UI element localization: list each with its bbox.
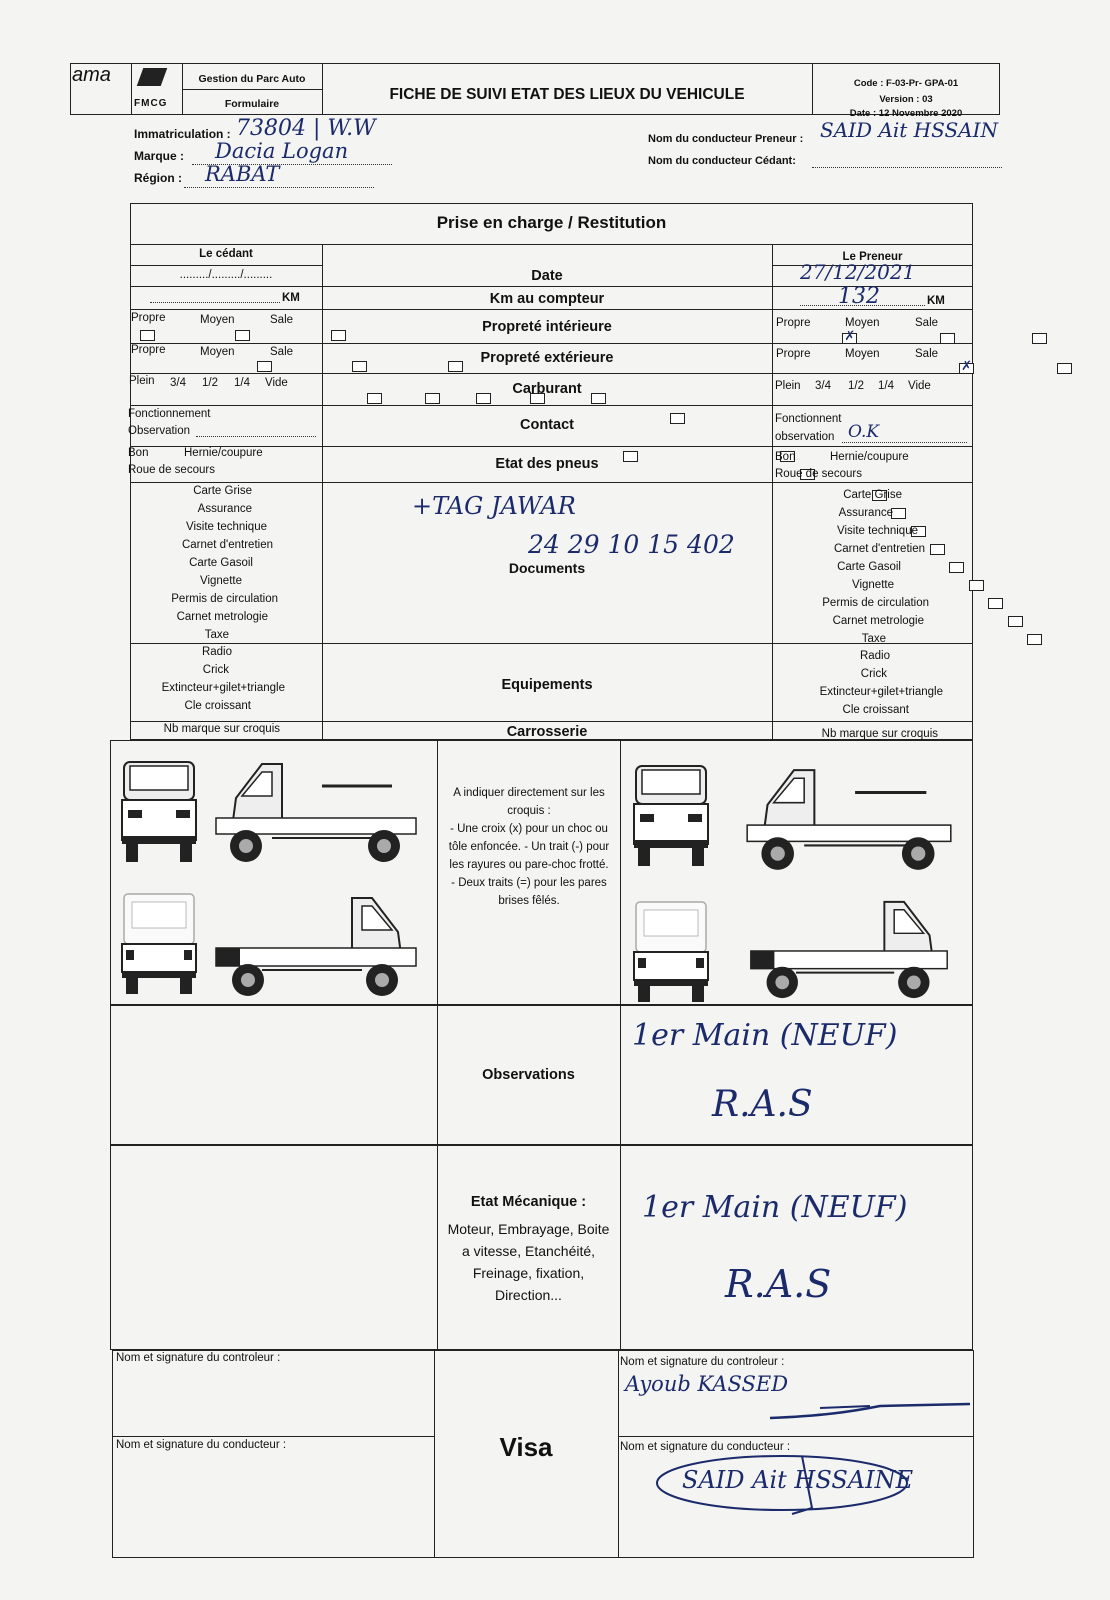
region-value: RABAT — [205, 162, 280, 186]
ced-doc-3-checkbox[interactable] — [930, 544, 945, 555]
preneur-date: 27/12/2021 — [800, 260, 916, 284]
ced-ext-propre-checkbox[interactable] — [257, 361, 272, 372]
ced-fuel-vide: Vide — [265, 377, 288, 389]
ced-int-moyen-checkbox[interactable] — [235, 330, 250, 341]
van-front-icon-2 — [630, 760, 712, 870]
pre-fuel-14: 1/4 — [878, 380, 894, 392]
ced-fuel-34: 3/4 — [170, 377, 186, 389]
ced-doc-metrologie: Carnet metrologie — [176, 611, 268, 623]
croquis-instructions: A indiquer directement sur les croquis : - Une croix (x) pour un choc ou tôle enfoncée. - Un trait (-) pour les rayures ou pare-choc frotté. - Deux traits (=) pour les pares brises fêlés. — [448, 787, 610, 907]
etat-meca-title: Etat Mécanique : — [470, 1194, 587, 1210]
observations-label: Observations — [482, 1067, 575, 1083]
pre-ext-moyen: Moyen — [845, 348, 880, 360]
obs-note-2: R.A.S — [712, 1084, 813, 1125]
ced-roue: Roue de secours — [128, 464, 215, 476]
pre-doc-permis: Permis de circulation — [822, 597, 929, 609]
van-side-right-icon — [212, 892, 422, 1002]
row-carrosserie: Carrosserie — [506, 724, 588, 740]
ced-doc-8-checkbox[interactable] — [1027, 634, 1042, 645]
pre-fuel-vide: Vide — [908, 380, 931, 392]
ced-bon: Bon — [128, 447, 149, 459]
ced-equip-extincteur: Extincteur+gilet+triangle — [161, 682, 285, 694]
pre-doc-carte-grise: Carte Grise — [843, 489, 902, 501]
van-rear-icon — [118, 888, 200, 998]
doc-date: Date : 12 Novembre 2020 — [849, 108, 963, 119]
doc-version: Version : 03 — [879, 94, 933, 105]
pre-doc-assurance: Assurance — [838, 507, 893, 519]
row-equipements: Equipements — [501, 677, 593, 693]
pre-doc-metrologie: Carnet metrologie — [832, 615, 924, 627]
region-label: Région : — [134, 171, 182, 185]
pre-ext-propre: Propre — [776, 348, 811, 360]
ced-equip-radio: Radio — [201, 646, 232, 658]
pre-int-sale: Sale — [915, 317, 939, 329]
ced-ext-propre: Propre — [131, 344, 166, 356]
immat-label: Immatriculation : — [134, 127, 231, 141]
ced-doc-assurance: Assurance — [197, 503, 252, 515]
pre-doc-gasoil: Carte Gasoil — [837, 561, 901, 573]
ced-doc-taxe: Taxe — [204, 629, 229, 641]
cedant-km-suffix: KM — [282, 292, 300, 304]
pre-int-moyen-checkbox[interactable] — [940, 333, 955, 344]
pre-roue: Roue de secours — [775, 468, 862, 480]
van-front-icon — [118, 756, 200, 866]
cedant-header: Le cédant — [199, 248, 253, 260]
row-documents: Documents — [508, 560, 586, 576]
row-proprete-int: Propreté intérieure — [482, 319, 612, 335]
row-proprete-ext: Propreté extérieure — [480, 350, 614, 366]
ced-int-propre-checkbox[interactable] — [140, 330, 155, 341]
row-date: Date — [531, 268, 563, 284]
meca-note-1: 1er Main (NEUF) — [642, 1190, 908, 1225]
pre-int-sale-checkbox[interactable] — [1032, 333, 1047, 344]
row-carburant: Carburant — [512, 381, 582, 397]
page-title: FICHE DE SUIVI ETAT DES LIEUX DU VEHICULE — [389, 86, 745, 103]
conducteur-name: SAID Ait HSSAINE — [682, 1466, 914, 1494]
ced-hernie: Hernie/coupure — [184, 447, 263, 459]
pre-int-moyen: Moyen — [845, 317, 880, 329]
pre-ext-sale: Sale — [915, 348, 939, 360]
controleur-signature-stroke-icon — [760, 1388, 980, 1428]
ced-doc-vignette: Vignette — [200, 575, 242, 587]
pre-ext-moyen-checkbox[interactable] — [1057, 363, 1072, 374]
sig-conducteur-left: Nom et signature du conducteur : — [116, 1439, 287, 1451]
ced-doc-carte-grise: Carte Grise — [193, 485, 252, 497]
ced-equip-crick: Crick — [202, 664, 229, 676]
pre-observation: observation — [775, 431, 835, 443]
pre-fuel-12: 1/2 — [848, 380, 864, 392]
pre-ext-propre-checkbox[interactable] — [959, 363, 974, 374]
pre-int-propre-checkbox[interactable] — [842, 333, 857, 344]
ced-doc-4-checkbox[interactable] — [949, 562, 964, 573]
preneur-label: Nom du conducteur Preneur : — [648, 133, 804, 145]
preneur-value: SAID Ait HSSAIN — [820, 118, 999, 142]
pre-equip-extincteur: Extincteur+gilet+triangle — [819, 686, 943, 698]
meca-note-2: R.A.S — [725, 1262, 832, 1306]
sig-controleur-right: Nom et signature du controleur : — [620, 1356, 785, 1368]
ced-ext-moyen: Moyen — [200, 346, 235, 358]
ced-nb-marque: Nb marque sur croquis — [163, 723, 280, 735]
preneur-km-suffix: KM — [927, 295, 945, 307]
visa-label: Visa — [499, 1432, 553, 1462]
controleur-name: Ayoub KASSED — [625, 1372, 789, 1396]
pre-equip-crick: Crick — [860, 668, 887, 680]
header-dept: Gestion du Parc Auto — [198, 73, 306, 85]
van-side-left-icon — [212, 758, 422, 868]
cedant-label: Nom du conducteur Cédant: — [648, 155, 796, 167]
ced-int-propre: Propre — [131, 312, 166, 324]
ced-doc-permis: Permis de circulation — [171, 593, 278, 605]
docs-note-2: 24 29 10 15 402 — [528, 530, 735, 559]
header-type: Formulaire — [224, 98, 280, 110]
ced-doc-5-checkbox[interactable] — [969, 580, 984, 591]
pre-hernie: Hernie/coupure — [830, 451, 909, 463]
ced-doc-6-checkbox[interactable] — [988, 598, 1003, 609]
ced-fonctionnement: Fonctionnement — [128, 408, 211, 420]
ced-fuel-plein: Plein — [129, 375, 155, 387]
pre-bon: Bon — [775, 451, 796, 463]
ced-int-sale: Sale — [270, 314, 294, 326]
pre-equip-radio: Radio — [859, 650, 890, 662]
pre-fonctionnent: Fonctionnent — [775, 413, 842, 425]
docs-note-1: +TAG JAWAR — [412, 492, 576, 520]
preneur-header: Le Preneur — [842, 251, 903, 263]
ced-equip-cle: Cle croissant — [184, 700, 251, 712]
pre-fuel-plein: Plein — [775, 380, 801, 392]
row-km: Km au compteur — [489, 291, 605, 307]
ced-doc-visite: Visite technique — [186, 521, 267, 533]
table-title: Prise en charge / Restitution — [436, 213, 667, 232]
sig-conducteur-right: Nom et signature du conducteur : — [620, 1441, 791, 1453]
doc-code: Code : F-03-Pr- GPA-01 — [853, 78, 959, 89]
ced-fuel-14: 1/4 — [234, 377, 250, 389]
pre-nb-marque: Nb marque sur croquis — [821, 728, 938, 740]
pre-doc-visite: Visite technique — [837, 525, 918, 537]
ced-int-moyen: Moyen — [200, 314, 235, 326]
ced-observation: Observation — [128, 425, 191, 437]
sig-controleur-left: Nom et signature du controleur : — [116, 1352, 281, 1364]
pre-int-propre: Propre — [776, 317, 811, 329]
pre-contact-obs: O.K — [848, 422, 880, 442]
van-rear-icon-2 — [630, 896, 712, 1006]
van-side-right-icon-2 — [740, 896, 960, 1004]
van-side-left-icon-2 — [740, 764, 960, 876]
pre-doc-taxe: Taxe — [861, 633, 886, 645]
ced-doc-7-checkbox[interactable] — [1008, 616, 1023, 627]
ced-doc-carnet: Carnet d'entretien — [181, 539, 273, 551]
row-pneus: Etat des pneus — [495, 456, 599, 472]
pre-doc-vignette: Vignette — [852, 579, 894, 591]
fmcg-logo: FMCG — [134, 98, 168, 109]
ama-logo: ama — [72, 64, 111, 86]
preneur-km: 132 — [838, 284, 880, 309]
etat-meca-body: Moteur, Embrayage, Boite a vitesse, Etanchéité, Freinage, fixation, Direction... — [447, 1221, 610, 1303]
obs-note-1: 1er Main (NEUF) — [632, 1018, 898, 1053]
cedant-date: ........./........./......... — [179, 269, 273, 281]
ced-ext-sale: Sale — [270, 346, 294, 358]
pre-equip-cle: Cle croissant — [842, 704, 909, 716]
immat-value: 73804 | W.W — [236, 116, 376, 141]
marque-label: Marque : — [134, 149, 185, 163]
pre-fuel-34: 3/4 — [815, 380, 831, 392]
pre-doc-carnet: Carnet d'entretien — [833, 543, 925, 555]
ced-doc-gasoil: Carte Gasoil — [189, 557, 253, 569]
ced-doc-1-checkbox[interactable] — [891, 508, 906, 519]
marque-value: Dacia Logan — [215, 139, 349, 163]
ced-fuel-12: 1/2 — [202, 377, 218, 389]
row-contact: Contact — [520, 417, 574, 433]
